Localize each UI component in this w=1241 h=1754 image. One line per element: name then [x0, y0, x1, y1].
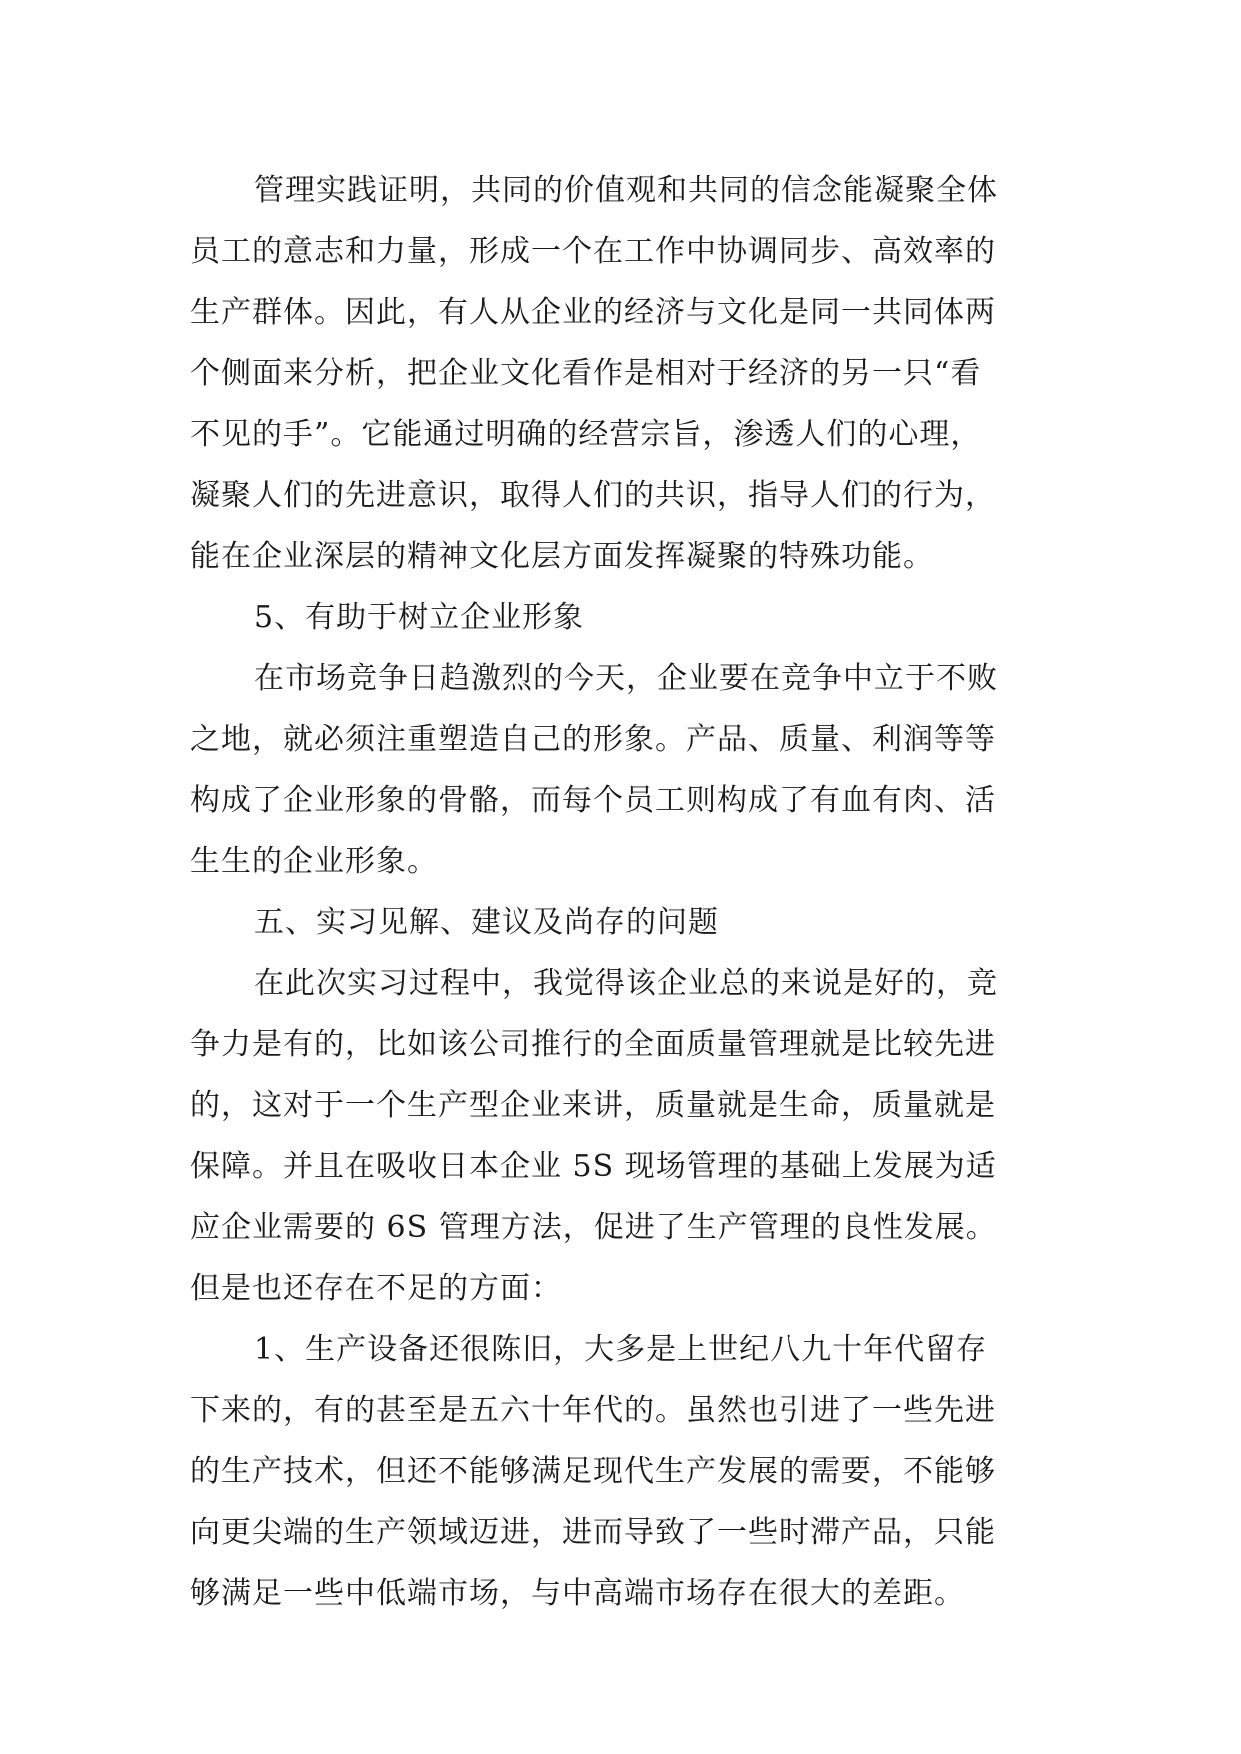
paragraph-line: 应企业需要的 6S 管理方法，促进了生产管理的良性发展。 [190, 1210, 997, 1245]
section-heading: 5、有助于树立企业形象 [254, 600, 585, 635]
paragraph-line: 向更尖端的生产领域迈进，进而导致了一些时滞产品，只能 [190, 1515, 996, 1550]
paragraph-line: 不见的手”。它能通过明确的经营宗旨，渗透人们的心理， [190, 417, 982, 452]
section-heading: 五、实习见解、建议及尚存的问题 [254, 905, 719, 940]
paragraph-line: 但是也还存在不足的方面： [190, 1271, 562, 1306]
paragraph-line: 在市场竞争日趋激烈的今天，企业要在竞争中立于不败 [254, 661, 998, 696]
paragraph-line: 个侧面来分析，把企业文化看作是相对于经济的另一只“看 [190, 356, 982, 391]
paragraph-line: 够满足一些中低端市场，与中高端市场存在很大的差距。 [190, 1576, 965, 1611]
paragraph-line: 保障。并且在吸收日本企业 5S 现场管理的基础上发展为适 [190, 1149, 997, 1184]
paragraph-line: 1、生产设备还很陈旧，大多是上世纪八九十年代留存 [254, 1332, 988, 1367]
paragraph-line: 凝聚人们的先进意识，取得人们的共识，指导人们的行为， [190, 478, 996, 513]
paragraph-line: 的，这对于一个生产型企业来讲，质量就是生命，质量就是 [190, 1088, 996, 1123]
paragraph-line: 管理实践证明，共同的价值观和共同的信念能凝聚全体 [254, 173, 998, 208]
paragraph-line: 下来的，有的甚至是五六十年代的。虽然也引进了一些先进 [190, 1393, 996, 1428]
document-body [190, 160, 1060, 1624]
paragraph-line: 构成了企业形象的骨骼，而每个员工则构成了有血有肉、活 [190, 783, 996, 818]
paragraph-line: 生生的企业形象。 [190, 844, 438, 879]
paragraph-line: 争力是有的，比如该公司推行的全面质量管理就是比较先进 [190, 1027, 996, 1062]
paragraph-line: 生产群体。因此，有人从企业的经济与文化是同一共同体两 [190, 295, 996, 330]
paragraph-line: 的生产技术，但还不能够满足现代生产发展的需要，不能够 [190, 1454, 996, 1489]
paragraph-line: 之地，就必须注重塑造自己的形象。产品、质量、利润等等 [190, 722, 996, 757]
paragraph-line: 在此次实习过程中，我觉得该企业总的来说是好的，竞 [254, 966, 998, 1001]
paragraph-line: 员工的意志和力量，形成一个在工作中协调同步、高效率的 [190, 234, 996, 269]
paragraph-line: 能在企业深层的精神文化层方面发挥凝聚的特殊功能。 [190, 539, 934, 574]
